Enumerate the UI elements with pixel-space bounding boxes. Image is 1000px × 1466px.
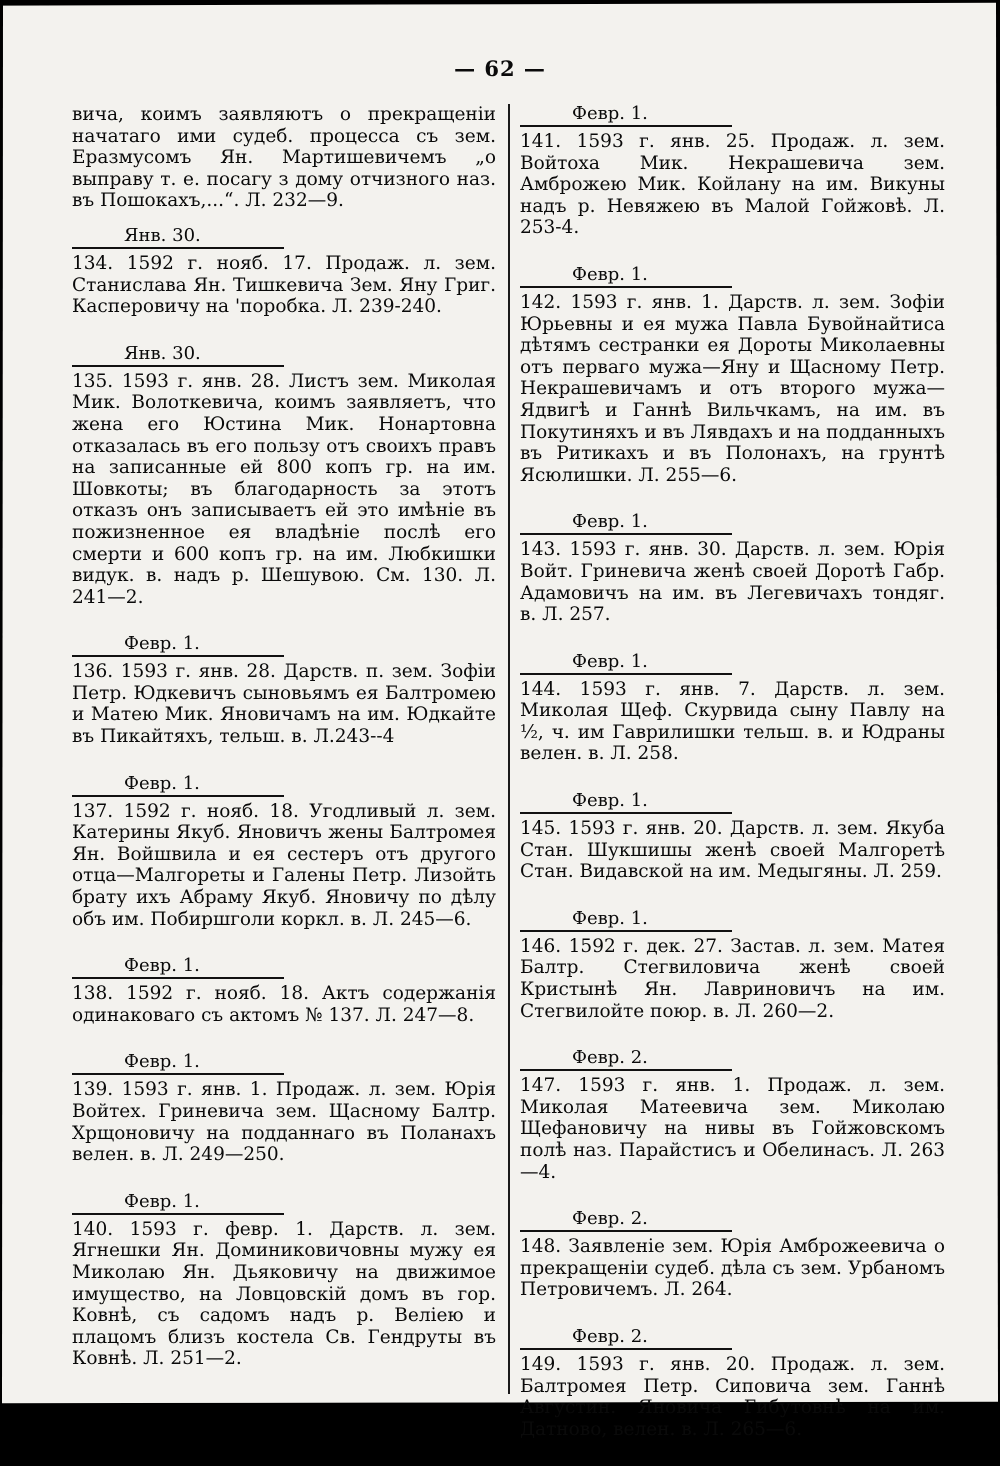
entry-text: 144. 1593 г. янв. 7. Дарств. л. зем. Миколая Щеф. Скурвида сыну Павлу на ½, ч. им Гаврилишки тельш. в. и Юдраны велен. в. Л. 258. — [520, 678, 945, 765]
column-divider — [508, 104, 510, 1394]
entry-138 — [72, 956, 496, 1026]
entry-text: 137. 1592 г. нояб. 18. Угодливый л. зем. Катерины Якуб. Яновичъ жены Балтромея Ян. Войшвила и ея сестеръ отъ другого отца—Малгореты и Галены Петр. Лизойть брату ихъ Абраму Якуб. Яновичу по дѣлу объ им. Побиршголи коркл. в. Л. 245—6. — [72, 800, 496, 930]
entry-135 — [72, 344, 496, 609]
left-column — [72, 104, 496, 1396]
page-number: — 62 — — [454, 56, 546, 81]
entry-date: Февр. 2. — [520, 1209, 732, 1232]
entry-134 — [72, 226, 496, 318]
entry-text: 147. 1593 г. янв. 1. Продаж. л. зем. Миколая Матеевича зем. Миколаю Щефановичу на нивы въ Гойжовскомъ полѣ наз. Парайстисъ и Обелинасъ. Л. 263—4. — [520, 1075, 945, 1183]
entry-142 — [520, 265, 945, 486]
entry-date: Февр. 1. — [72, 1052, 284, 1075]
entry-text: 135. 1593 г. янв. 28. Листъ зем. Миколая Мик. Волоткевича, коимъ заявляетъ, что жена его Юстина Мик. Нонартовна отказалась въ его пользу отъ своихъ правъ на записанные ей 800 копъ гр. на им. Шовкоты; въ благодарность за этотъ отказъ онъ записываетъ ей это имѣніе въ пожизненное ея владѣніе послѣ его смерти и 600 копъ гр. на им. Любкишки видук. в. надъ р. Шешувою. См. 130. Л. 241—2. — [72, 370, 496, 608]
entry-date: Февр. 1. — [72, 956, 284, 979]
entry-date: Янв. 30. — [72, 226, 284, 249]
entry-date: Февр. 1. — [520, 512, 732, 535]
entry-149 — [520, 1327, 945, 1440]
entry-140 — [72, 1192, 496, 1370]
entry-137 — [72, 774, 496, 931]
entry-text: 143. 1593 г. янв. 30. Дарств. л. зем. Юрія Войт. Гриневича женѣ своей Доротѣ Габр. Адамовичъ на им. въ Легевичахъ тондяг. в. Л. 257. — [520, 539, 945, 626]
entry-text: 139. 1593 г. янв. 1. Продаж. л. зем. Юрія Войтех. Гриневича зем. Щасному Балтр. Хрщоновичу на подданнаго въ Поланахъ велен. в. Л. 249—250. — [72, 1079, 496, 1166]
entry-date: Февр. 1. — [520, 791, 732, 814]
entry-date: Февр. 1. — [520, 104, 732, 127]
entry-date: Февр. 1. — [72, 634, 284, 657]
entry-date: Февр. 2. — [520, 1327, 732, 1350]
entry-date: Февр. 1. — [72, 1192, 284, 1215]
entry-139 — [72, 1052, 496, 1165]
entry-text: 145. 1593 г. янв. 20. Дарств. л. зем. Якуба Стан. Шукшишы женѣ своей Малгоретѣ Стан. Видавской на им. Медыгяны. Л. 259. — [520, 818, 945, 883]
entry-145 — [520, 791, 945, 883]
entry-date: Февр. 1. — [72, 774, 284, 797]
entry-date: Февр. 1. — [520, 265, 732, 288]
entry-text: 142. 1593 г. янв. 1. Дарств. л. зем. Зофіи Юрьевны и ея мужа Павла Бувойнайтиса дѣтямъ сестранки ея Дороты Миколаевны отъ перваго мужа—Яну и Щасному Петр. Некрашевичамъ и отъ второго мужа—Ядвигѣ и Ганнѣ Вильчкамъ, на им. въ Покутиняхъ и въ Лявдахъ и на подданныхъ въ Ритикахъ и въ Полонахъ, на грунтѣ Ясюлишки. Л. 255—6. — [520, 291, 945, 486]
entry-text: 140. 1593 г. февр. 1. Дарств. л. зем. Ягнешки Ян. Доминиковичовны мужу ея Миколаю Ян. Дьяковичу на движимое имущество, на Ловцовскій домъ въ гор. Ковнѣ, съ садомъ надъ р. Веліею и плацомъ близъ костела Св. Гендруты въ Ковнѣ. Л. 251—2. — [72, 1218, 496, 1370]
entry-text: 148. Заявленіе зем. Юрія Амброжеевича о прекращеніи судеб. дѣла съ зем. Урбаномъ Петровичемъ. Л. 264. — [520, 1236, 945, 1301]
entry-text: 146. 1592 г. дек. 27. Застав. л. зем. Матея Балтр. Стегвиловича женѣ своей Кристынѣ Ян. Лавриновичъ на им. Стегвилойте поюр. в. Л. 260—2. — [520, 935, 945, 1022]
right-column — [520, 104, 945, 1466]
entry-text: 141. 1593 г. янв. 25. Продаж. л. зем. Войтоха Мик. Некрашевича зем. Амброжею Мик. Койлану на им. Викуны надъ р. Невяжею въ Малой Гойжовѣ. Л. 253-4. — [520, 131, 945, 239]
entry-text: 138. 1592 г. нояб. 18. Актъ содержанія одинаковаго съ актомъ № 137. Л. 247—8. — [72, 983, 496, 1026]
entry-136 — [72, 634, 496, 747]
entry-141 — [520, 104, 945, 239]
entry-date: Янв. 30. — [72, 344, 284, 367]
entry-146 — [520, 909, 945, 1022]
entry-148 — [520, 1209, 945, 1301]
continuation-paragraph — [72, 104, 496, 212]
entry-date: Февр. 1. — [520, 652, 732, 675]
entry-text: 149. 1593 г. янв. 20. Продаж. л. зем. Балтромея Петр. Сиповича зем. Ганнѣ Августин. Яновича Гибутовнѣ на им. Датново, велен. в. Л. 265—6. — [520, 1353, 945, 1440]
entry-147 — [520, 1048, 945, 1183]
entry-144 — [520, 652, 945, 765]
entry-text: 134. 1592 г. нояб. 17. Продаж. л. зем. Станислава Ян. Тишкевича Зем. Яну Григ. Касперовичу на 'поробка. Л. 239-240. — [72, 252, 496, 318]
entry-date: Февр. 1. — [520, 909, 732, 932]
entry-text: 136. 1593 г. янв. 28. Дарств. п. зем. Зофіи Петр. Юдкевичъ сыновьямъ ея Балтромею и Матею Мик. Яновичамъ на им. Юдкайте въ Пикайтяхъ, тельш. в. Л.243--4 — [72, 661, 496, 748]
entry-date: Февр. 2. — [520, 1048, 732, 1071]
continuation-text: вича, коимъ заявляютъ о прекращеніи начатаго ими судеб. процесса съ зем. Еразмусомъ Ян. Мартишевичемъ „о выправу т. е. посагу з дому отчизного наз. въ Пошокахъ,...“. Л. 232—9. — [72, 104, 496, 212]
entry-143 — [520, 512, 945, 625]
